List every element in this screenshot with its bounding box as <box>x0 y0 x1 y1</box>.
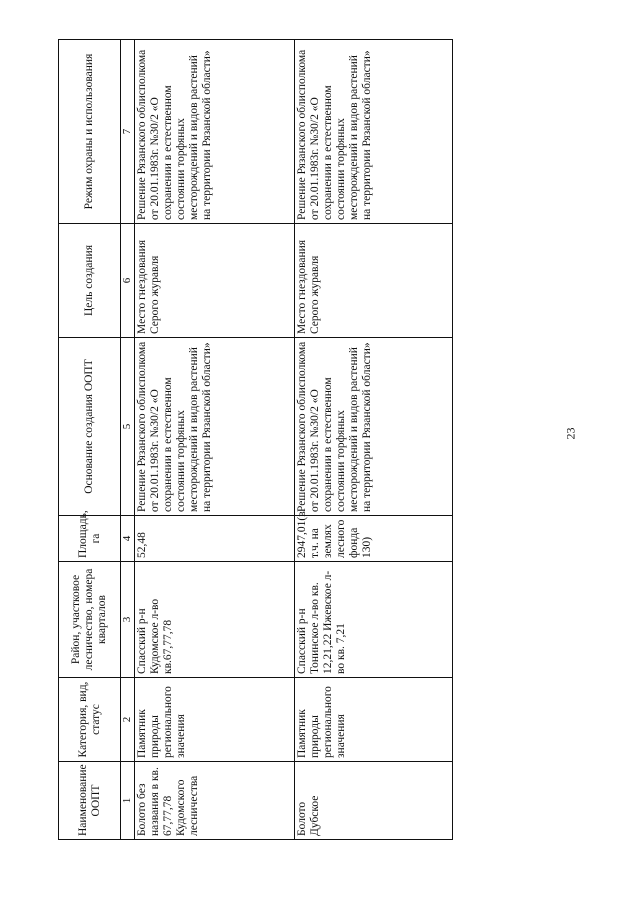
rotated-page <box>58 40 458 840</box>
header-row <box>59 40 121 840</box>
cell-regime: Решение Рязанского облисполкома от 20.01.1983г. №30/2 «О сохранении в естественном состоянии торфяных месторождений и видов растений на территории Рязанской области» <box>295 40 453 224</box>
header-cell: Основание создания ООПТ <box>59 338 121 516</box>
header-cell: Категория, вид, статус <box>59 678 121 762</box>
cell-location: Спасский р-н Тонинское л-во кв. 12,21,22 Ижевское л-во кв. 7,21 <box>295 562 453 678</box>
cell-regime: Решение Рязанского облисполкома от 20.01.1983г. №30/2 «О сохранении в естественном состоянии торфяных месторождений и видов растений на территории Рязанской области» <box>135 40 295 224</box>
column-number-row <box>121 40 135 840</box>
column-number: 4 <box>121 516 135 562</box>
cell-purpose: Место гнездования Серого журавля <box>295 224 453 338</box>
cell-area: 2947,01(в т.ч. на землях лесного фонда 130) <box>295 516 453 562</box>
cell-category: Памятник природы регионального значения <box>295 678 453 762</box>
cell-category: Памятник природы регионального значения <box>135 678 295 762</box>
column-number: 2 <box>121 678 135 762</box>
column-number: 7 <box>121 40 135 224</box>
table-row <box>135 40 295 840</box>
header-cell: Площадь, га <box>59 516 121 562</box>
header-cell: Режим охраны и использования <box>59 40 121 224</box>
header-cell: Наименование ООПТ <box>59 762 121 840</box>
protected-areas-table <box>58 39 453 840</box>
cell-name: Болото Дубское <box>295 762 453 840</box>
cell-basis: Решение Рязанского облисполкома от 20.01.1983г. №30/2 «О сохранении в естественном состоянии торфяных месторождений и видов растений на территории Рязанской области» <box>135 338 295 516</box>
header-cell: Цель создания <box>59 224 121 338</box>
cell-area: 52,48 <box>135 516 295 562</box>
column-number: 3 <box>121 562 135 678</box>
column-number: 5 <box>121 338 135 516</box>
cell-purpose: Место гнездования Серого журавля <box>135 224 295 338</box>
page-number: 23 <box>563 427 578 440</box>
header-cell: Район, участковое лесничество, номера кварталов <box>59 562 121 678</box>
column-number: 6 <box>121 224 135 338</box>
cell-location: Спасский р-н Кудомское л-во кв.67,77,78 <box>135 562 295 678</box>
cell-name: Болото без названия в кв. 67,77,78 Кудомского лесничества <box>135 762 295 840</box>
column-number: 1 <box>121 762 135 840</box>
cell-basis: Решение Рязанского облисполкома от 20.01.1983г. №30/2 «О сохранении в естественном состоянии торфяных месторождений и видов растений на территории Рязанской области» <box>295 338 453 516</box>
table-row <box>295 40 453 840</box>
